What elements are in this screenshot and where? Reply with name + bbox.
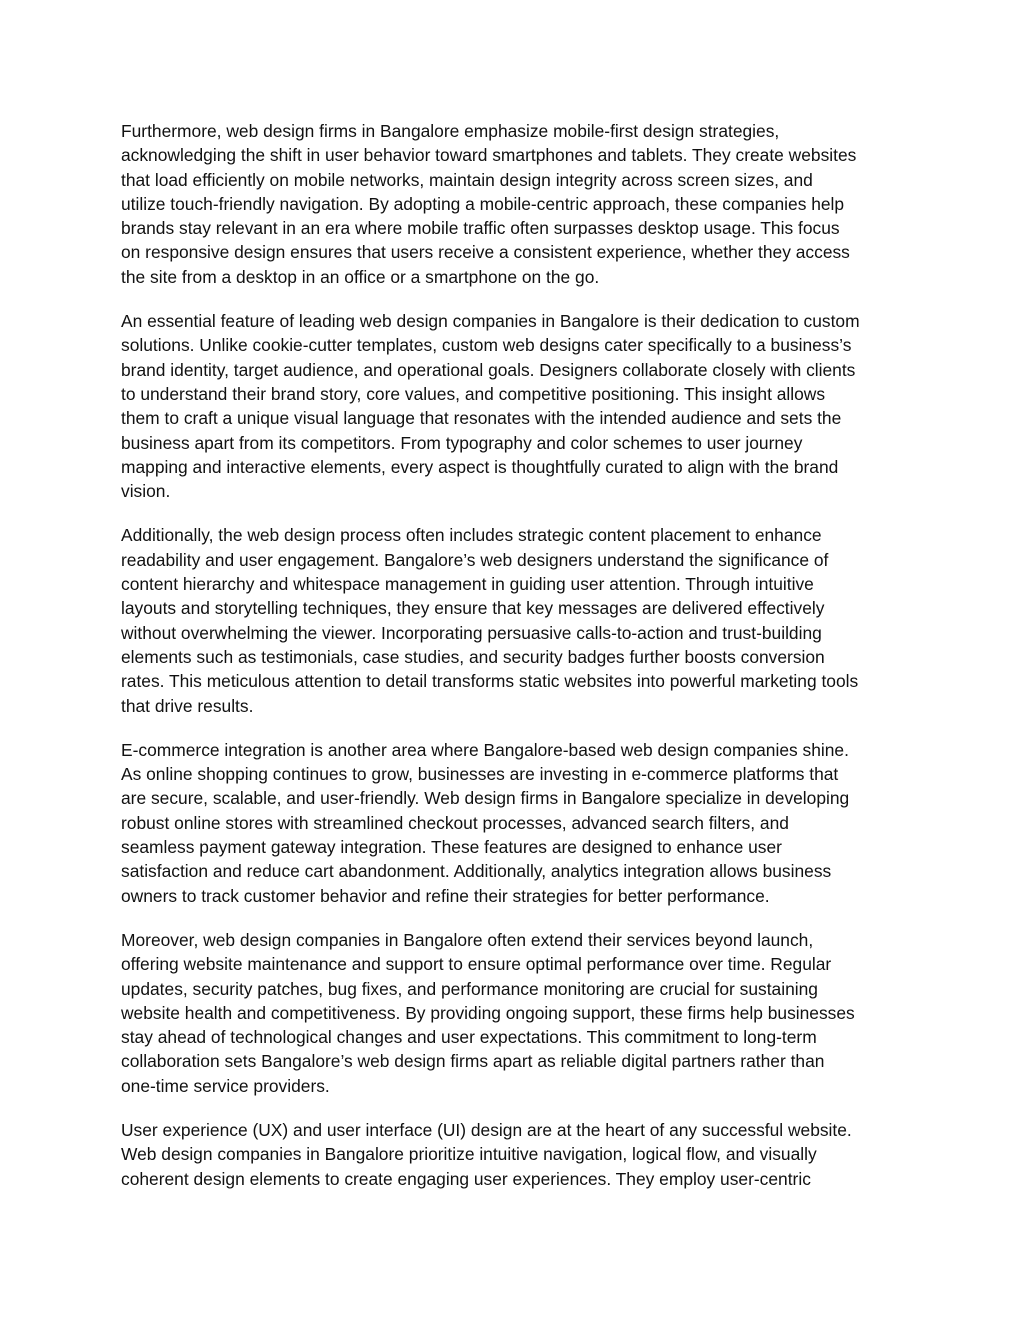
paragraph-content-placement: Additionally, the web design process often includes strategic content placement to enhance readability and user engagement. Bangalore’s web designers understand the significance of content hierarchy and whitespace management in guiding user attention. Through intuitive layouts and storytelling techniques, they ensure that key messages are delivered effectively without overwhelming the viewer. Incorporating persuasive calls-to-action and trust-building elements such as testimonials, case studies, and security badges further boosts conversion rates. This meticulous attention to detail transforms static websites into powerful marketing tools that drive results. [121,525,859,716]
paragraph-ux-ui: User experience (UX) and user interface (UI) design are at the heart of any successful website. Web design companies in Bangalore prioritize intuitive navigation, logical flow, and visually coherent design elements to create engaging user experiences. They employ user-centric [121,1119,852,1189]
paragraph-mobile-first: Furthermore, web design firms in Bangalore emphasize mobile-first design strategies, acknowledging the shift in user behavior toward smartphones and tablets. They create websites that load efficiently on mobile networks, maintain design integrity across screen sizes, and utilize touch-friendly navigation. By adopting a mobile-centric approach, these companies help brands stay relevant in an era where mobile traffic often surpasses desktop usage. This focus on responsive design ensures that users receive a consistent experience, whether they access the site from a desktop in an office or a smartphone on the go. [121,121,857,287]
document-body [121,119,906,1211]
paragraph-ecommerce: E-commerce integration is another area where Bangalore-based web design companies shine. As online shopping continues to grow, businesses are investing in e-commerce platforms that are secure, scalable, and user-friendly. Web design firms in Bangalore specialize in developing robust online stores with streamlined checkout processes, advanced search filters, and seamless payment gateway integration. These features are designed to enhance user satisfaction and reduce cart abandonment. Additionally, analytics integration allows business owners to track customer behavior and refine their strategies for better performance. [121,739,850,906]
paragraph-maintenance: Moreover, web design companies in Bangalore often extend their services beyond launch, offering website maintenance and support to ensure optimal performance over time. Regular updates, security patches, bug fixes, and performance monitoring are crucial for sustaining website health and competitiveness. By providing ongoing support, these firms help businesses stay ahead of technological changes and user expectations. This commitment to long-term collaboration sets Bangalore’s web design firms apart as reliable digital partners rather than one-time service providers. [121,929,855,1096]
paragraph-custom-solutions: An essential feature of leading web design companies in Bangalore is their dedication to custom solutions. Unlike cookie-cutter templates, custom web designs cater specifically to a business’s brand identity, target audience, and operational goals. Designers collaborate closely with clients to understand their brand story, core values, and competitive positioning. This insight allows them to craft a unique visual language that resonates with the intended audience and sets the business apart from its competitors. From typography and color schemes to user journey mapping and interactive elements, every aspect is thoughtfully curated to align with the brand vision. [121,311,860,502]
